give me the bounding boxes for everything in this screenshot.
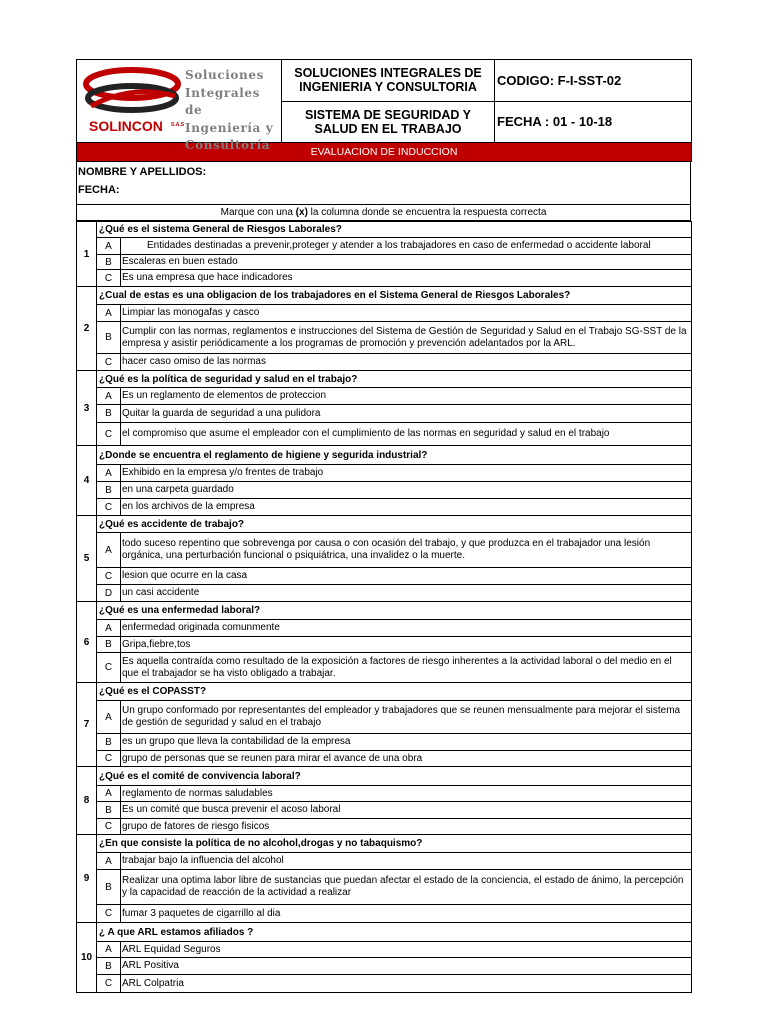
question-row xyxy=(77,923,692,942)
answer-option[interactable] xyxy=(77,653,692,683)
question-row xyxy=(77,683,692,701)
answer-mark-cell[interactable]: A xyxy=(97,305,121,322)
question-row xyxy=(77,602,692,620)
answer-option[interactable] xyxy=(77,388,692,405)
question-number: 2 xyxy=(77,287,97,371)
company-logo xyxy=(77,60,282,152)
answer-text: lesion que ocurre en la casa xyxy=(121,568,692,585)
answer-text: Realizar una optima labor libre de sustancias que puedan afectar el estado de la conciencia, el estado de ánimo, la percepción y la capacidad de reacción de la actividad a realizar xyxy=(121,870,692,905)
answer-option[interactable] xyxy=(77,465,692,482)
answer-option[interactable] xyxy=(77,568,692,585)
answer-mark-cell[interactable]: B xyxy=(97,482,121,499)
answer-mark-cell[interactable]: B xyxy=(97,802,121,819)
question-text: ¿Cual de estas es una obligacion de los trabajadores en el Sistema General de Riesgos Laborales? xyxy=(97,287,692,305)
answer-text: Escaleras en buen estado xyxy=(121,255,692,270)
name-label: NOMBRE Y APELLIDOS: xyxy=(78,166,207,178)
answer-mark-cell[interactable]: A xyxy=(97,388,121,405)
instructions: Marque con una (x) la columna donde se encuentra la respuesta correcta xyxy=(77,205,691,221)
answer-option[interactable] xyxy=(77,423,692,446)
logo-swoosh-icon xyxy=(83,66,181,118)
answer-text: grupo de fatores de riesgo fisicos xyxy=(121,819,692,835)
answer-option[interactable] xyxy=(77,533,692,568)
answer-text: reglamento de normas saludables xyxy=(121,786,692,802)
answer-mark-cell[interactable]: C xyxy=(97,270,121,287)
question-text: ¿Qué es una enfermedad laboral? xyxy=(97,602,692,620)
answer-option[interactable] xyxy=(77,620,692,637)
answer-option[interactable] xyxy=(77,975,692,993)
company-title: SOLUCIONES INTEGRALES DE INGENIERIA Y CONSULTORIA xyxy=(282,60,495,102)
answer-mark-cell[interactable]: C xyxy=(97,499,121,516)
answer-mark-cell[interactable]: C xyxy=(97,653,121,683)
question-row xyxy=(77,371,692,388)
section-title: EVALUACION DE INDUCCION xyxy=(77,143,692,162)
answer-option[interactable] xyxy=(77,870,692,905)
question-number: 7 xyxy=(77,683,97,767)
answer-mark-cell[interactable]: A xyxy=(97,465,121,482)
answer-mark-cell[interactable]: B xyxy=(97,734,121,751)
answer-option[interactable] xyxy=(77,637,692,653)
answer-option[interactable] xyxy=(77,238,692,255)
answer-option[interactable] xyxy=(77,270,692,287)
answer-text: es un grupo que lleva la contabilidad de la empresa xyxy=(121,734,692,751)
answer-mark-cell[interactable]: C xyxy=(97,905,121,923)
question-number: 1 xyxy=(77,222,97,287)
answer-mark-cell[interactable]: A xyxy=(97,701,121,734)
answer-text: el compromiso que asume el empleador con el cumplimiento de las normas en seguridad y salud en el trabajo xyxy=(121,423,692,446)
answer-mark-cell[interactable]: A xyxy=(97,786,121,802)
answer-text: Quitar la guarda de seguridad a una pulidora xyxy=(121,405,692,423)
question-text: ¿Qué es el sistema General de Riesgos Laborales? xyxy=(97,222,692,238)
question-text: ¿Donde se encuentra el reglamento de higiene y segurida industrial? xyxy=(97,446,692,465)
answer-text: en los archivos de la empresa xyxy=(121,499,692,516)
questions-table xyxy=(76,221,692,993)
answer-mark-cell[interactable]: D xyxy=(97,585,121,602)
answer-mark-cell[interactable]: B xyxy=(97,870,121,905)
question-text: ¿Qué es la política de seguridad y salud en el trabajo? xyxy=(97,371,692,388)
answer-option[interactable] xyxy=(77,802,692,819)
question-row xyxy=(77,767,692,786)
answer-text: ARL Positiva xyxy=(121,958,692,975)
logo-suffix: S.A.S xyxy=(171,122,185,128)
answer-option[interactable] xyxy=(77,499,692,516)
answer-mark-cell[interactable]: C xyxy=(97,423,121,446)
question-text: ¿ A que ARL estamos afiliados ? xyxy=(97,923,692,942)
answer-mark-cell[interactable]: C xyxy=(97,568,121,585)
logo-name: SOLINCON xyxy=(89,118,163,134)
answer-option[interactable] xyxy=(77,905,692,923)
answer-option[interactable] xyxy=(77,819,692,835)
answer-option[interactable] xyxy=(77,751,692,767)
answer-option[interactable] xyxy=(77,354,692,371)
answer-option[interactable] xyxy=(77,255,692,270)
answer-text: todo suceso repentino que sobrevenga por causa o con ocasión del trabajo, y que produzca en el trabajador una lesión orgánica, una perturbación funcional o psiquiátrica, una invalidez o la muerte. xyxy=(121,533,692,568)
answer-option[interactable] xyxy=(77,305,692,322)
answer-text: Es un comité que busca prevenir el acoso laboral xyxy=(121,802,692,819)
question-row xyxy=(77,222,692,238)
answer-mark-cell[interactable]: B xyxy=(97,958,121,975)
answer-text: Es un reglamento de elementos de proteccion xyxy=(121,388,692,405)
question-row xyxy=(77,287,692,305)
answer-mark-cell[interactable]: B xyxy=(97,405,121,423)
document-date: FECHA : 01 - 10-18 xyxy=(495,101,692,143)
answer-option[interactable] xyxy=(77,322,692,354)
answer-option[interactable] xyxy=(77,701,692,734)
date-label: FECHA: xyxy=(78,184,120,196)
name-field[interactable] xyxy=(76,162,691,184)
form-header xyxy=(76,59,692,162)
question-number: 10 xyxy=(77,923,97,993)
answer-mark-cell[interactable]: A xyxy=(97,853,121,870)
question-number: 9 xyxy=(77,835,97,923)
answer-text: Es aquella contraída como resultado de la exposición a factores de riesgo inherentes a la actividad laboral o del medio en el que el trabajador se ha visto obligado a trabajar. xyxy=(121,653,692,683)
answer-text: grupo de personas que se reunen para mirar el avance de una obra xyxy=(121,751,692,767)
answer-option[interactable] xyxy=(77,853,692,870)
evaluation-form xyxy=(76,59,691,993)
answer-text: Cumplir con las normas, reglamentos e instrucciones del Sistema de Gestión de Seguridad y Salud en el Trabajo SG-SST de la empresa y asistir periódicamente a los programas de promoción y prevención adelantados por la ARL. xyxy=(121,322,692,354)
answer-text: trabajar bajo la influencia del alcohol xyxy=(121,853,692,870)
question-text: ¿Qué es el COPASST? xyxy=(97,683,692,701)
answer-mark-cell[interactable]: C xyxy=(97,819,121,835)
answer-mark-cell[interactable]: A xyxy=(97,942,121,958)
answer-text: fumar 3 paquetes de cigarrillo al dia xyxy=(121,905,692,923)
answer-mark-cell[interactable]: C xyxy=(97,354,121,371)
answer-mark-cell[interactable]: B xyxy=(97,637,121,653)
answer-text: hacer caso omiso de las normas xyxy=(121,354,692,371)
question-number: 5 xyxy=(77,516,97,602)
question-number: 3 xyxy=(77,371,97,446)
answer-mark-cell[interactable]: C xyxy=(97,751,121,767)
answer-text: Es una empresa que hace indicadores xyxy=(121,270,692,287)
question-row xyxy=(77,516,692,533)
instructions-table xyxy=(76,204,691,221)
answer-mark-cell[interactable]: A xyxy=(97,533,121,568)
answer-mark-cell[interactable]: B xyxy=(97,255,121,270)
answer-option[interactable] xyxy=(77,942,692,958)
answer-text: Exhibido en la empresa y/o frentes de trabajo xyxy=(121,465,692,482)
question-text: ¿En que consiste la política de no alcohol,drogas y no tabaquismo? xyxy=(97,835,692,853)
answer-text: en una carpeta guardado xyxy=(121,482,692,499)
answer-mark-cell[interactable]: A xyxy=(97,620,121,637)
answer-option[interactable] xyxy=(77,958,692,975)
answer-option[interactable] xyxy=(77,734,692,751)
question-number: 6 xyxy=(77,602,97,683)
answer-text: enfermedad originada comunmente xyxy=(121,620,692,637)
date-field[interactable] xyxy=(76,184,691,204)
answer-option[interactable] xyxy=(77,786,692,802)
question-row xyxy=(77,835,692,853)
answer-mark-cell[interactable]: B xyxy=(97,322,121,354)
answer-text: Gripa,fiebre,tos xyxy=(121,637,692,653)
logo-tagline: Soluciones Integrales de Ingeniería y Consultoría xyxy=(185,68,274,152)
answer-option[interactable] xyxy=(77,585,692,602)
system-title: SISTEMA DE SEGURIDAD Y SALUD EN EL TRABAJO xyxy=(282,101,495,143)
answer-text: Limpiar las monogafas y casco xyxy=(121,305,692,322)
question-number: 8 xyxy=(77,767,97,835)
answer-option[interactable] xyxy=(77,482,692,499)
answer-mark-cell[interactable]: C xyxy=(97,975,121,993)
answer-mark-cell[interactable]: A xyxy=(97,238,121,255)
document-code: CODIGO: F-I-SST-02 xyxy=(495,60,692,102)
answer-text: Un grupo conformado por representantes del empleador y trabajadores que se reunen mensualmente para mejorar el sistema de gestión de seguridad y salud en el trabajo xyxy=(121,701,692,734)
question-text: ¿Qué es el comité de convivencia laboral? xyxy=(97,767,692,786)
answer-option[interactable] xyxy=(77,405,692,423)
answer-text: ARL Equidad Seguros xyxy=(121,942,692,958)
answer-text: Entidades destinadas a prevenir,proteger y atender a los trabajadores en caso de enfermedad o accidente laboral xyxy=(121,238,692,255)
question-row xyxy=(77,446,692,465)
answer-text: un casi accidente xyxy=(121,585,692,602)
question-text: ¿Qué es accidente de trabajo? xyxy=(97,516,692,533)
question-number: 4 xyxy=(77,446,97,516)
answer-text: ARL Colpatria xyxy=(121,975,692,993)
